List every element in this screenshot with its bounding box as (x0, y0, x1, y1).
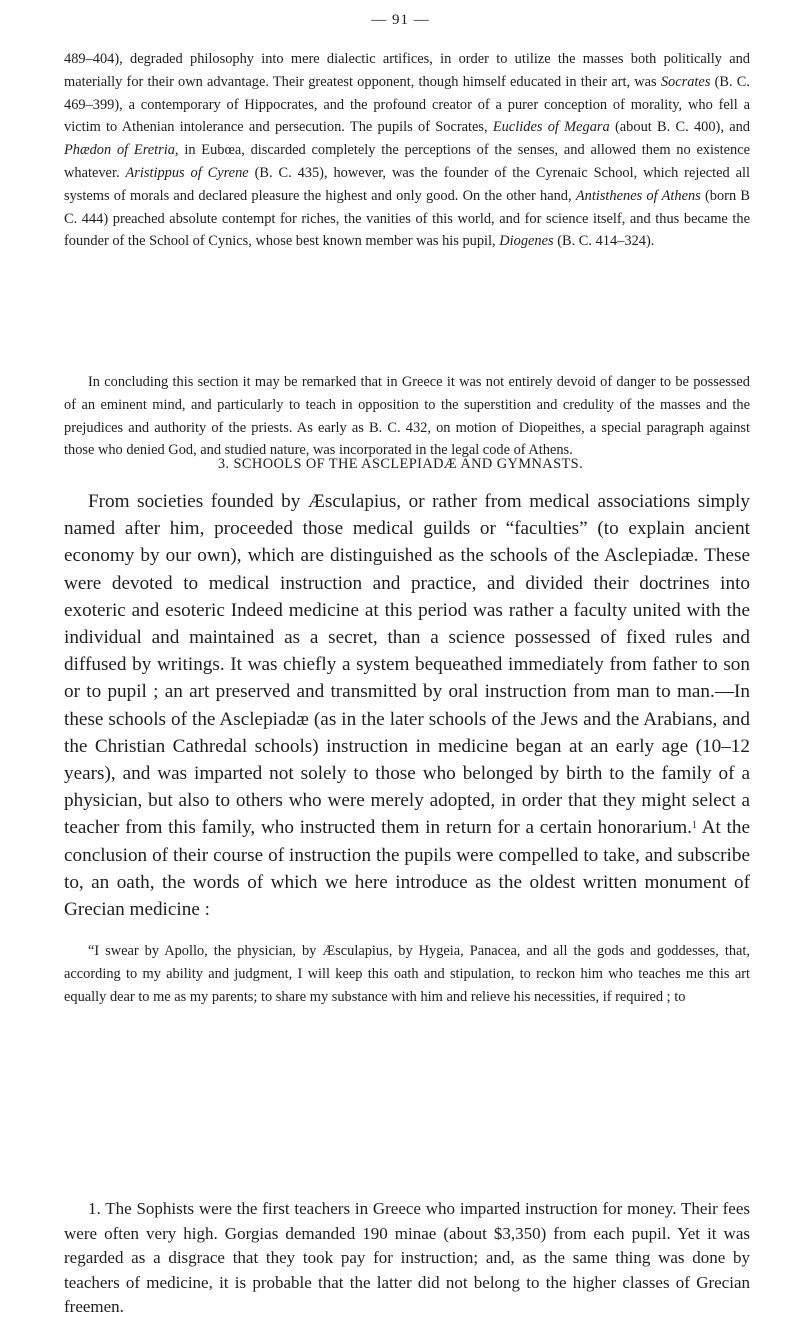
paragraph-conclusion: In concluding this section it may be remarked that in Greece it was not entirely devoid of danger to be possessed of an eminent mind, and particularly to teach in opposition to the superstition and credulity of the masses and the prejudices and authority of the priests. As early as B. C. 432, on motion of Diopeithes, a special paragraph against those who denied God, and studied nature, was incorporated in the legal code of Athens. (64, 374, 750, 459)
name-socrates: Socrates (660, 73, 711, 90)
footnote-ref: 1 (691, 820, 697, 832)
name-aristippus: Aristippus of Cyrene (125, 164, 249, 181)
name-antisthenes: Antisthenes of Athens (575, 187, 701, 204)
oath-quote: “I swear by Apollo, the physician, by Æsculapius, by Hygeia, Panacea, and all the gods and goddesses, that, according to my ability and judgment, I will keep this oath and stipulation, to reckon him who teaches me this art equally dear to me as my parents; to share my substance with him and relieve his necessities, if required ; to (64, 943, 750, 1005)
paragraph-philosophers: 489–404), degraded philosophy into mere dialectic artifices, in order to utilize the masses both politically and materially for their own advantage. Their greatest opponent, though himself educated in their art, was Socrates (B. C. 469–399), a contemporary of Hippocrates, and the profound creator of a purer conception of morality, who fell a victim to Athenian intolerance and persecution. The pupils of Socrates, Euclides of Megara (about B. C. 400), and Phædon of Eretria, in Eubœa, discarded completely the perceptions of the senses, and allowed them no existence whatever. Aristippus of Cyrene (B. C. 435), however, was the founder of the Cyrenaic School, which rejected all systems of morals and declared pleasure the highest and only good. On the other hand, Antisthenes of Athens (born B C. 444) preached absolute contempt for riches, the vanities of this world, and for science itself, and thus became the founder of the School of Cynics, whose best known member was his pupil, Diogenes (B. C. 414–324). (64, 51, 751, 250)
paragraph-asclepiadae: From societies founded by Æsculapius, or rather from medical associations simply named after him, proceeded those medical guilds or “faculties” (to explain ancient economy by our own), which are distinguished as the schools of the Asclepiadæ. These were devoted to medical instruction and practice, and divided their doctrines into exoteric and esoteric Indeed medicine at this period was rather a faculty united with the individual and maintained as a secret, than a science possessed of fixed rules and diffused by writings. It was chiefly a system bequeathed immediately from father to son or to pupil ; an art preserved and transmitted by oral instruction from man to man.—In these schools of the Asclepiadæ (as in the later schools of the Jews and the Arabians, and the Christian Cathredal schools) instruction in medicine began at an early age (10–12 years), and was imparted not solely to those who belonged by birth to the family of a physician, but also to others who were merely adopted, in order that they might select a teacher from this family, who instructed them in return for a certain honorarium.$^1$ At the conclusion of their course of instruction the pupils were compelled to take, and subscribe to, an oath, the words of which we here introduce as the oldest written monument of Grecian medicine : (64, 491, 750, 921)
footnote: 1. The Sophists were the first teachers in Greece who imparted instruction for money. Their fees were often very high. Gorgias demanded 190 minae (about $3,350) from each pupil. Yet it was regarded as a disgrace that they took pay for instruction; and, as the same thing was done by teachers of medicine, it is probable that the latter did not belong to the higher classes of Grecian freemen. (64, 1199, 750, 1317)
section-heading: 3. SCHOOLS OF THE ASCLEPIADÆ AND GYMNASTS. (217, 456, 584, 472)
name-phaedon: Phædon of Eretria, (64, 142, 179, 159)
name-diogenes: Diogenes (499, 233, 554, 250)
page-number: — 91 — (371, 12, 430, 28)
name-euclides: Euclides of Megara (492, 119, 610, 136)
